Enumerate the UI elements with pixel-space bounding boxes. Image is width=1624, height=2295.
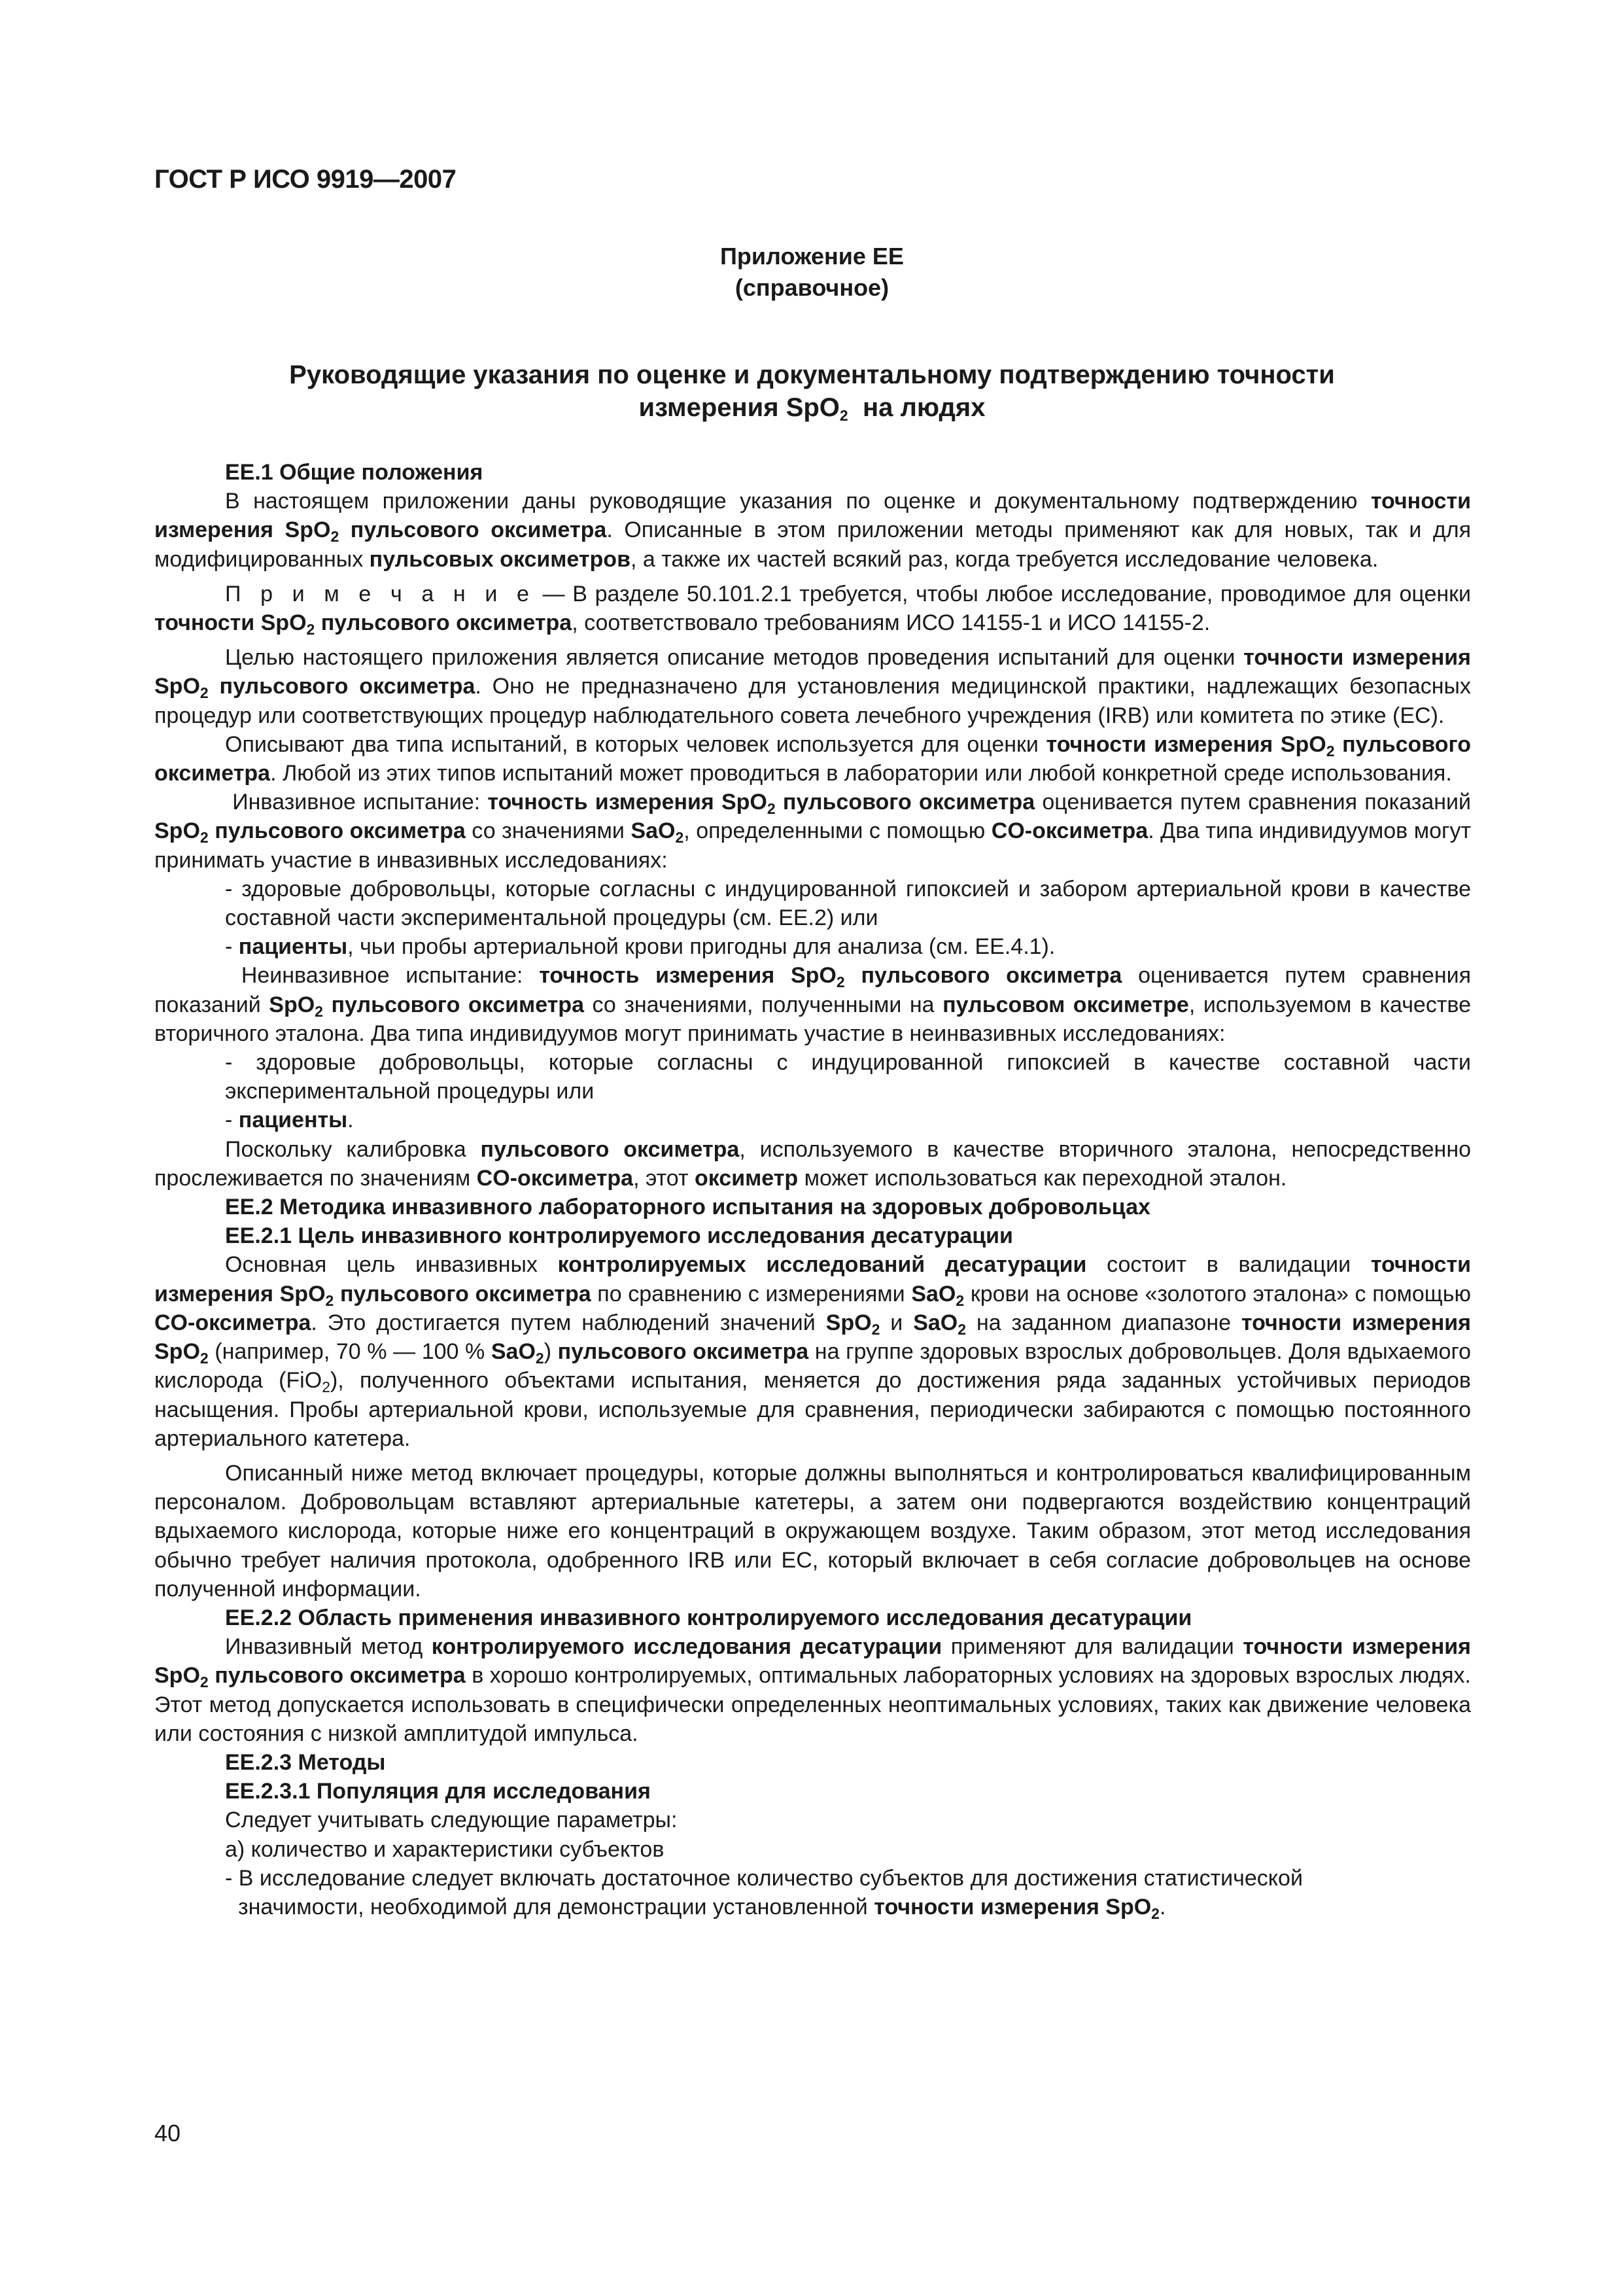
annex-status: (справочное) <box>734 274 890 301</box>
note-label: П р и м е ч а н и е <box>225 581 535 606</box>
section-heading-ee22: ЕЕ.2.2 Область применения инвазивного контролируемого исследования десатурации <box>225 1605 1192 1630</box>
list-item: - пациенты, чьи пробы артериальной крови пригодны для анализа (см. ЕЕ.4.1). <box>225 934 1056 960</box>
paragraph: В настоящем приложении даны руководящие указания по оценке и документальному подтверждению точности измерения SpO$_2$ пульсового оксиметра. Описанные в этом приложении методы применяют как для новых, так и для модифицированных пульсовых оксиметров, а также их частей всякий раз, когда требуется исследование человека. <box>154 489 1471 572</box>
paragraph: Инвазивный метод контролируемого исследования десатурации применяют для валидации точности измерения SpO$_2$ пульсового оксиметра в хорошо контролируемых, оптимальных лабораторных условиях на здоровых взрослых людях. Этот метод допускается использовать в специфически определенных неоптимальных условиях, таких как движение человека или состояния с низкой амплитудой импульса. <box>154 1634 1472 1746</box>
paragraph: Неинвазивное испытание: точность измерения SpO$_2$ пульсового оксиметра оценивается путем сравнения показаний SpO$_2$ пульсового оксиметра со значениями, полученными на пульсовом оксиметре, используемом в качестве вторичного эталона. Два типа индивидуумов могут принимать участие в неинвазивных исследованиях: <box>154 963 1472 1046</box>
section-heading-ee1: ЕЕ.1 Общие положения <box>225 460 483 485</box>
document-code: ГОСТ Р ИСО 9919—2007 <box>154 165 457 194</box>
section-heading-ee21: ЕЕ.2.1 Цель инвазивного контролируемого исследования десатурации <box>225 1223 1013 1249</box>
list-item: - В исследование следует включать достаточное количество субъектов для достижения статистической значимости, необходимой для демонстрации установленной точности измерения SpO$_2$. <box>225 1865 1303 1922</box>
paragraph: Инвазивное испытание: точность измерения SpO$_2$ пульсового оксиметра оценивается путем сравнения показаний SpO$_2$ пульсового оксиметра со значениями SaO$_2$, определенными с помощью CO-оксиметра. Два типа индивидуумов могут принимать участие в инвазивных исследованиях: <box>154 790 1472 873</box>
annex-heading <box>0 241 1624 304</box>
paragraph: Описывают два типа испытаний, в которых человек используется для оценки точности измерения SpO$_2$ пульсового оксиметра. Любой из этих типов испытаний может проводиться в лаборатории или любой конкретной среде использования. <box>154 731 1471 786</box>
paragraph: Следует учитывать следующие параметры: <box>225 1808 678 1833</box>
annex-title-line-1: Руководящие указания по оценке и документальному подтверждению точности <box>289 360 1335 389</box>
list-item: - здоровые добровольцы, которые согласны с индуцированной гипоксией и забором артериальной крови в качестве составной части экспериментальной процедуры (см. ЕЕ.2) или <box>225 876 1471 931</box>
paragraph: Поскольку калибровка пульсового оксиметра, используемого в качестве вторичного эталона, непосредственно прослеживается по значениям CO-оксиметра, этот оксиметр может использоваться как переходной эталон. <box>154 1136 1472 1191</box>
annex-title-line-2: измерения SpO$_2$ на людях <box>638 393 986 424</box>
paragraph: Описанный ниже метод включает процедуры, которые должны выполняться и контролироваться квалифицированным персоналом. Добровольцам вставляют артериальные катетеры, а затем они подвергаются воздействию концентраций вдыхаемого кислорода, которые ниже его концентраций в окружающем воздухе. Таким образом, этот метод исследования обычно требует наличия протокола, одобренного IRB или EC, который включает в себя согласие добровольцев на основе полученной информации. <box>154 1460 1471 1602</box>
list-item: а) количество и характеристики субъектов <box>225 1836 665 1862</box>
document-body <box>154 458 1471 1921</box>
annex-label: Приложение ЕЕ <box>720 243 904 270</box>
section-heading-ee2: ЕЕ.2 Методика инвазивного лабораторного испытания на здоровых добровольцах <box>225 1195 1150 1220</box>
section-heading-ee231: ЕЕ.2.3.1 Популяция для исследования <box>225 1779 651 1804</box>
list-item: - пациенты. <box>225 1108 354 1133</box>
note-paragraph: П р и м е ч а н и е — В разделе 50.101.2.1 требуется, чтобы любое исследование, проводимое для оценки точности SpO$_2$ пульсового оксиметра, соответствовало требованиям ИСО 14155-1 и ИСО 14155-2. <box>154 581 1471 639</box>
list-item: - здоровые добровольцы, которые согласны с индуцированной гипоксией в качестве составной части экспериментальной процедуры или <box>225 1050 1471 1104</box>
paragraph: Целью настоящего приложения является описание методов проведения испытаний для оценки точности измерения SpO$_2$ пульсового оксиметра. Оно не предназначено для установления медицинской практики, надлежащих безопасных процедур или соответствующих процедур наблюдательного совета лечебного учреждения (IRB) или комитета по этике (EC). <box>154 645 1471 728</box>
annex-title <box>0 359 1624 424</box>
section-heading-ee23: ЕЕ.2.3 Методы <box>225 1749 386 1775</box>
paragraph: Основная цель инвазивных контролируемых исследований десатурации состоит в валидации точности измерения SpO$_2$ пульсового оксиметра по сравнению с измерениями SaO$_2$ крови на основе «золотого эталона» с помощью CO-оксиметра. Это достигается путем наблюдений значений SpO$_2$ и SaO$_2$ на заданном диапазоне точности измерения SpO$_2$ (например, 70 % — 100 % SaO$_2$) пульсового оксиметра на группе здоровых взрослых добровольцев. Доля вдыхаемого кислорода (FiO$_2$), полученного объектами испытания, меняется до достижения ряда заданных устойчивых периодов насыщения. Пробы артериальной крови, используемые для сравнения, периодически забираются с помощью постоянного артериального катетера. <box>154 1252 1472 1451</box>
page-number: 40 <box>154 2120 181 2146</box>
